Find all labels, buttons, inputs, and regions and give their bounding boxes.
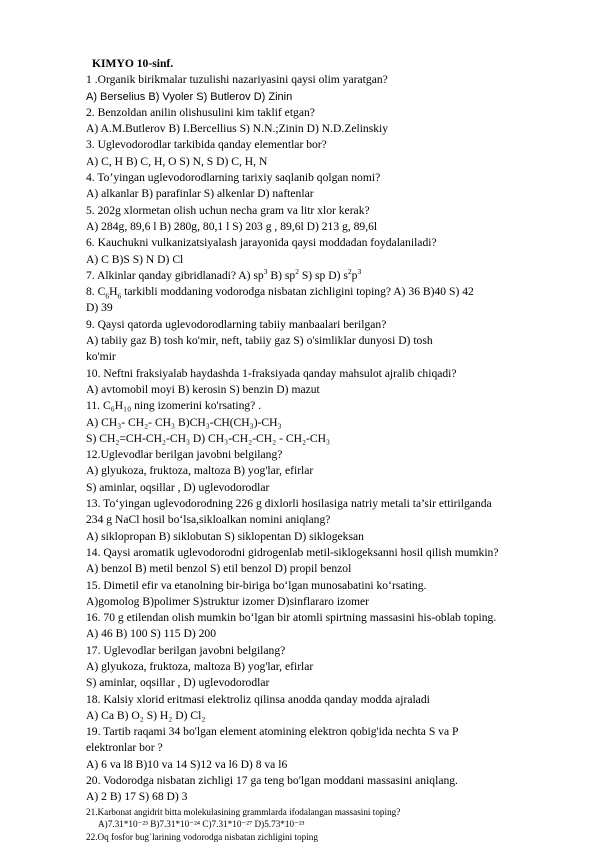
question-16: 16. 70 g etilendan olish mumkin bo‘lgan bir atomli spirtning massasini his-oblab toping.: [86, 611, 497, 625]
question-12: 12.Uglevodlar berilgan javobni belgilang?: [86, 448, 283, 462]
question-18: 18. Kalsiy xlorid eritmasi elektroliz qilinsa anodda qanday modda ajraladi: [86, 692, 430, 706]
question-21: 21.Karbonat angidrit bitta molekulasining grammlarda ifodalangan massasini toping?: [86, 806, 401, 817]
answers-17-a: A) glyukoza, fruktoza, maltoza B) yog'lar, efirlar: [86, 659, 314, 673]
q8-text-b: H: [109, 285, 118, 299]
q8-text-a: 8. C: [86, 285, 106, 299]
question-2: 2. Benzoldan anilin olishusulini kim taklif etgan?: [86, 105, 315, 119]
answers-13: A) siklopropan B) siklobutan S) siklopentan D) siklogeksan: [86, 529, 364, 543]
q7-text-d: p: [351, 268, 358, 282]
question-13-cont: 234 g NaCl hosil bo‘lsa,sikloalkan nomini aniqlang?: [86, 513, 331, 527]
answers-19: A) 6 va l8 B)10 va 14 S)12 va l6 D) 8 va l6: [86, 757, 288, 771]
q8-sub-b: 6: [117, 291, 122, 301]
question-5: 5. 202g xlormetan olish uchun necha gram va litr xlor kerak?: [86, 203, 370, 217]
question-13: 13. To‘yingan uglevodorodning 226 g dixlorli hosilasiga natriy metali ta’sir ettirilganda: [86, 497, 492, 511]
q7-sup-c: 2: [347, 267, 352, 276]
question-11: 11. C₆H₁₀ ning izomerini ko'rsating? .: [86, 399, 262, 413]
q7-text-a: 7. Alkinlar qanday gibridlanadi? A) sp: [86, 268, 264, 282]
answers-5: A) 284g, 89,6 l B) 280g, 80,1 l S) 203 g , 89,6l D) 213 g, 89,6l: [86, 219, 378, 233]
question-1: 1 .Organik birikmalar tuzulishi nazariyasini qaysi olim yaratgan?: [86, 73, 388, 87]
answers-12-a: A) glyukoza, fruktoza, maltoza B) yog'lar, efirlar: [86, 464, 314, 478]
answers-3: A) C, H B) C, H, O S) N, S D) C, H, N: [86, 154, 268, 168]
q7-sup-b: 2: [295, 267, 299, 276]
question-22: 22.Oq fosfor bug`larining vodorodga nisbatan zichligini toping: [86, 831, 318, 842]
question-14: 14. Qaysi aromatik uglevodorodni gidrogenlab metil-siklogeksanni hosil qilish mumkin?: [86, 545, 499, 559]
question-15: 15. Dimetil efir va etanolning bir-biriga bo‘lgan munosabatini ko‘rsating.: [86, 578, 427, 592]
q7-text-c: S) sp D) s: [298, 268, 348, 282]
answers-16: A) 46 B) 100 S) 115 D) 200: [86, 627, 216, 641]
answers-11-b: S) CH₂=CH-CH₂-CH₃ D) CH₃-CH₂-CH₂ - CH₂-CH₃: [86, 431, 331, 445]
question-9: 9. Qaysi qatorda uglevodorodlarning tabiiy manbaalari berilgan?: [86, 317, 387, 331]
q8-sub-a: 6: [105, 291, 110, 301]
answers-2: A) A.M.Butlerov B) I.Bercellius S) N.N.;Zinin D) N.D.Zelinskiy: [86, 122, 389, 136]
question-6: 6. Kauchukni vulkanizatsiyalash jarayonida qaysi moddadan foydalaniladi?: [86, 236, 437, 250]
answers-9: A) tabiiy gaz B) tosh ko'mir, neft, tabiiy gaz S) o'simliklar dunyosi D) tosh: [86, 334, 433, 348]
q7-text-b: B) sp: [267, 268, 296, 282]
answers-17-b: S) aminlar, oqsillar , D) uglevodorodlar: [86, 676, 270, 690]
q7-sup-a: 3: [263, 267, 268, 276]
question-19: 19. Tartib raqami 34 bo'lgan element atomining elektron qobig'ida nechta S va P: [86, 725, 459, 739]
answers-1: A) Berselius B) Vyoler S) Butlerov D) Zinin: [86, 90, 293, 103]
answers-8-cont: D) 39: [86, 301, 113, 315]
document-page: [86, 56, 556, 843]
answers-12-b: S) aminlar, oqsillar , D) uglevodorodlar: [86, 480, 270, 494]
answers-14: A) benzol B) metil benzol S) etil benzol D) propil benzol: [86, 562, 352, 576]
answers-4: A) alkanlar B) parafinlar S) alkenlar D) naftenlar: [86, 187, 314, 201]
answers-10: A) avtomobil moyi B) kerosin S) benzin D) mazut: [86, 382, 320, 396]
q7-sup-d: 3: [357, 267, 362, 276]
answers-11-a: A) CH₃- CH₂- CH₃ B)CH₃-CH(CH₃)-CH₃: [86, 415, 282, 429]
question-20: 20. Vodorodga nisbatan zichligi 17 ga teng bo'lgan moddani massasini aniqlang.: [86, 774, 458, 788]
answers-15: A)gomolog B)polimer S)struktur izomer D)sinflararo izomer: [86, 594, 370, 608]
page-title: KIMYO 10-sinf.: [92, 57, 174, 70]
question-10: 10. Neftni fraksiyalab haydashda 1-fraksiyada qanday mahsulot ajralib chiqadi?: [86, 366, 457, 380]
question-4: 4. To’yingan uglevodorodlarning tarixiy saqlanib qolgan nomi?: [86, 171, 381, 185]
answers-20: A) 2 B) 17 S) 68 D) 3: [86, 790, 188, 804]
answers-6: A) C B)S S) N D) Cl: [86, 252, 184, 266]
answers-21: A)7.31*10⁻²³ B)7.31*10⁻²⁴ C)7.31*10⁻²⁷ D)5.73*10⁻²³: [98, 819, 305, 830]
question-8: [86, 284, 556, 300]
question-19-cont: elektronlar bor ?: [86, 741, 163, 755]
question-17: 17. Uglevodlar berilgan javobni belgilang?: [86, 643, 286, 657]
question-7: [86, 268, 556, 284]
question-3: 3. Uglevodorodlar tarkibida qanday elementlar bor?: [86, 138, 327, 152]
q8-text-c: tarkibli moddaning vodorodga nisbatan zichligini toping? A) 36 B)40 S) 42: [121, 285, 474, 299]
answers-9-cont: ko'mir: [86, 350, 116, 364]
answers-18: A) Ca B) O₂ S) H₂ D) Cl₂: [86, 708, 206, 722]
